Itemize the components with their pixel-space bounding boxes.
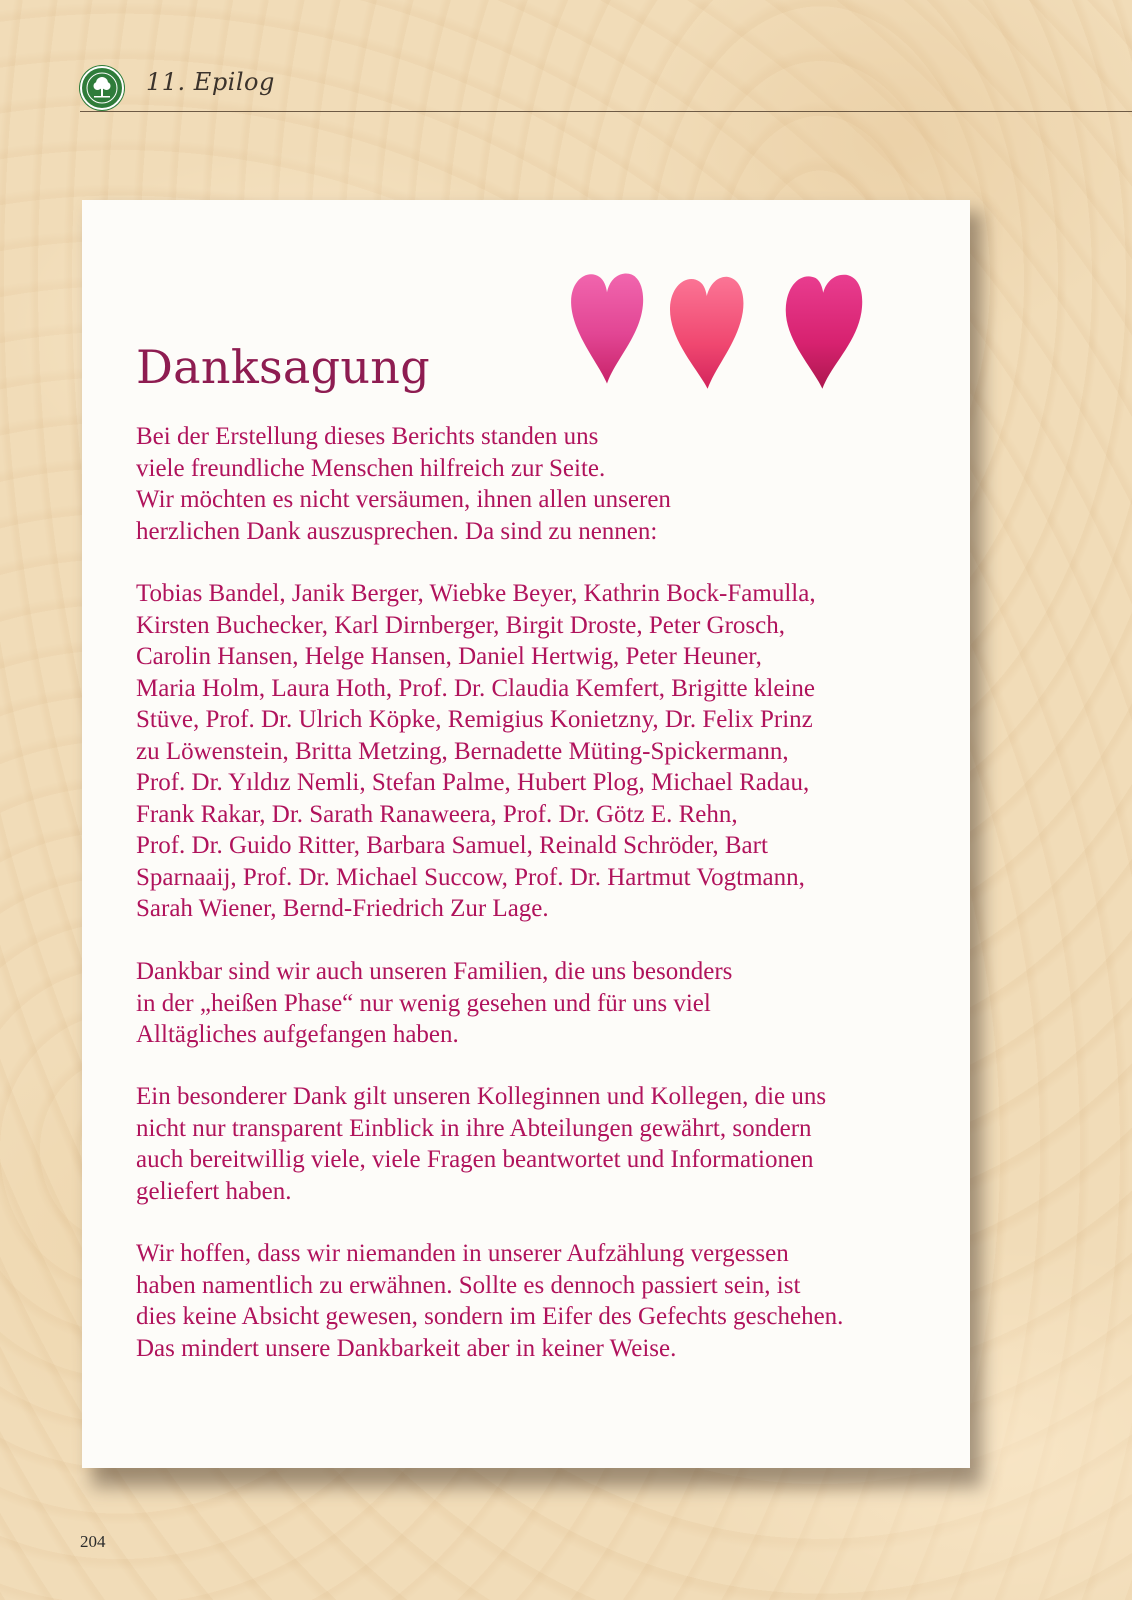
- names-paragraph: [136, 578, 948, 925]
- text-line: Tobias Bandel, Janik Berger, Wiebke Beyer, Kathrin Bock-Famulla,: [136, 580, 816, 607]
- page-number: 204: [80, 1532, 106, 1551]
- chapter-title: 11. Epilog: [146, 68, 275, 96]
- text-line: dies keine Absicht gewesen, sondern im Eifer des Gefechts geschehen.: [136, 1303, 844, 1330]
- text-line: Prof. Dr. Guido Ritter, Barbara Samuel, Reinald Schröder, Bart: [136, 832, 768, 859]
- text-line: Sarah Wiener, Bernd-Friedrich Zur Lage.: [136, 895, 549, 922]
- text-line: Stüve, Prof. Dr. Ulrich Köpke, Remigius Konietzny, Dr. Felix Prinz: [136, 706, 813, 733]
- text-line: Kirsten Buchecker, Karl Dirnberger, Birgit Droste, Peter Grosch,: [136, 611, 785, 639]
- text-line: Das mindert unsere Dankbarkeit aber in keiner Weise.: [136, 1334, 677, 1362]
- text-line: Wir möchten es nicht versäumen, ihnen allen unseren: [136, 486, 671, 513]
- text-line: herzlichen Dank auszusprechen. Da sind zu nennen:: [136, 517, 658, 545]
- text-line: Dankbar sind wir auch unseren Familien, die uns besonders: [136, 958, 733, 985]
- text-line: zu Löwenstein, Britta Metzing, Bernadette Müting-Spickermann,: [136, 737, 789, 765]
- intro-paragraph: [136, 421, 948, 547]
- text-line: Prof. Dr. Yıldız Nemli, Stefan Palme, Hubert Plog, Michael Radau,: [136, 769, 810, 796]
- text-line: viele freundliche Menschen hilfreich zur Seite.: [136, 454, 606, 482]
- colleagues-paragraph: [136, 1081, 948, 1207]
- text-line: Wir hoffen, dass wir niemanden in unserer Aufzählung vergessen: [136, 1240, 789, 1267]
- text-line: Alltägliches aufgefangen haben.: [136, 1021, 459, 1048]
- closing-paragraph: [136, 1238, 948, 1364]
- text-line: Carolin Hansen, Helge Hansen, Daniel Hertwig, Peter Heuner,: [136, 643, 762, 670]
- family-paragraph: [136, 956, 948, 1051]
- header-divider: [80, 111, 1132, 112]
- text-line: Ein besonderer Dank gilt unseren Kolleginnen und Kollegen, die uns: [136, 1083, 827, 1110]
- text-line: Bei der Erstellung dieses Berichts standen uns: [136, 423, 599, 450]
- text-line: Maria Holm, Laura Hoth, Prof. Dr. Claudia Kemfert, Brigitte kleine: [136, 674, 815, 702]
- text-line: haben namentlich zu erwähnen. Sollte es dennoch passiert sein, ist: [136, 1271, 801, 1299]
- text-line: geliefert haben.: [136, 1177, 292, 1205]
- heart-icon-2: [666, 272, 746, 392]
- heart-icon-3: [782, 270, 866, 392]
- page-header: [80, 64, 1132, 112]
- text-line: auch bereitwillig viele, viele Fragen beantwortet und Informationen: [136, 1146, 814, 1173]
- heart-icon-1: [568, 268, 646, 390]
- hearts-illustration: [568, 268, 888, 398]
- text-line: nicht nur transparent Einblick in ihre Abteilungen gewährt, sondern: [136, 1114, 812, 1142]
- text-line: Frank Rakar, Dr. Sarath Ranaweera, Prof. Dr. Götz E. Rehn,: [136, 800, 738, 828]
- text-line: in der „heißen Phase“ nur wenig gesehen und für uns viel: [136, 989, 711, 1017]
- tree-logo-icon: [80, 66, 124, 110]
- text-line: Sparnaaij, Prof. Dr. Michael Succow, Prof. Dr. Hartmut Vogtmann,: [136, 863, 805, 891]
- page-title: Danksagung: [136, 340, 430, 394]
